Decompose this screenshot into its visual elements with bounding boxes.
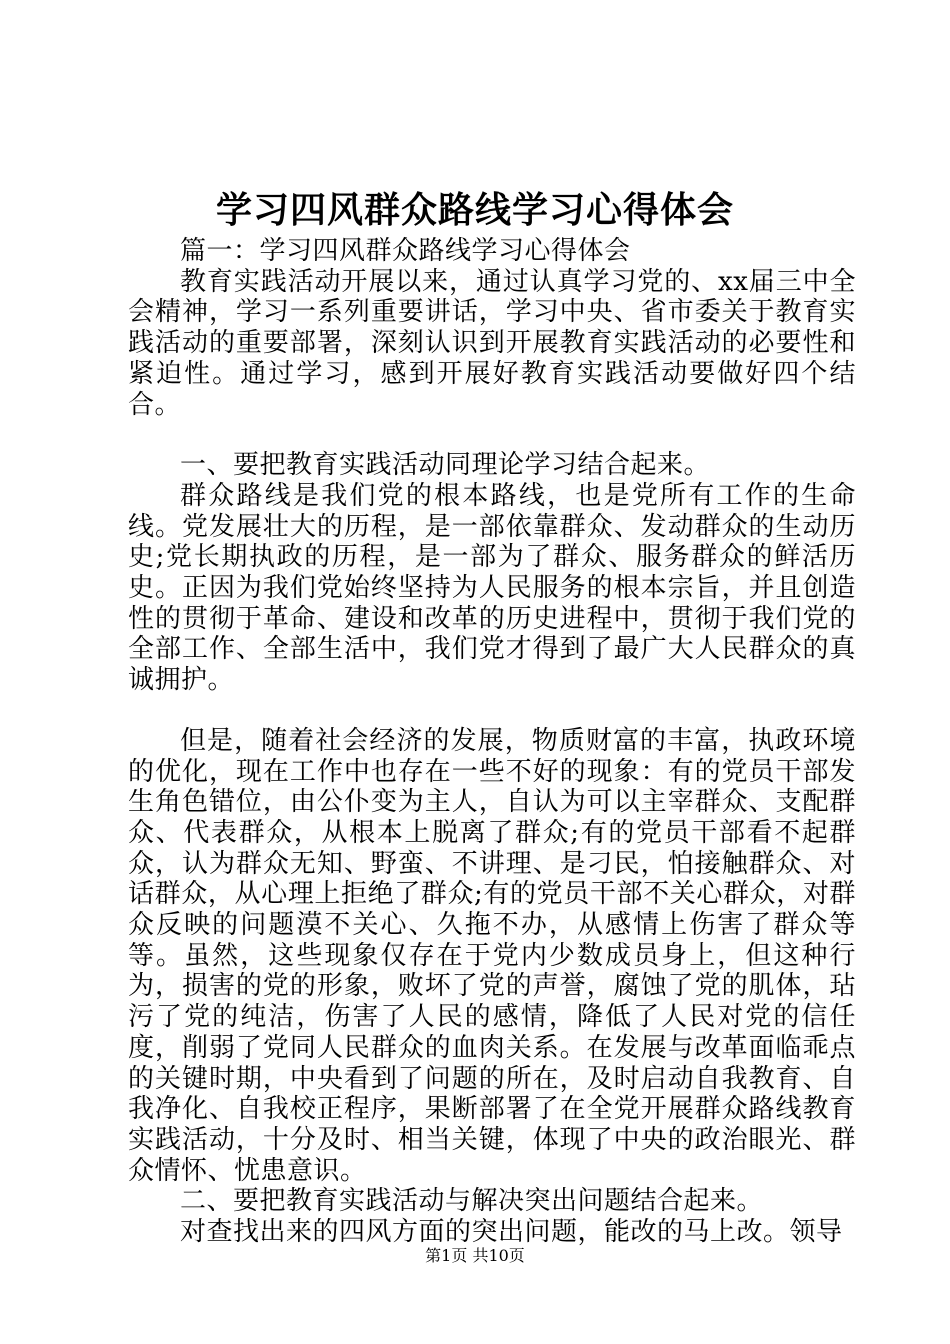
section-heading-1: 一、要把教育实践活动同理论学习结合起来。 bbox=[180, 450, 711, 481]
paragraph-problems: 但是，随着社会经济的发展，物质财富的丰富，执政环境的优化，现在工作中也存在一些不好的现象：有的党员干部发生角色错位，由公仆变为主人，自认为可以主宰群众、支配群众、代表群众，从根本上脱离了群众;有的党员干部看不起群众，认为群众无知、野蛮、不讲理、是刁民，怕接触群众、对话群众，从心理上拒绝了群众;有的党员干部不关心群众，对群众反映的问题漠不关心、久拖不办，从感情上伤害了群众等等。虽然，这些现象仅存在于党内少数成员身上，但这种行为，损害的党的形象，败坏了党的声誉，腐蚀了党的肌体，玷污了党的纯洁，伤害了人民的感情，降低了人民对党的信任度，削弱了党同人民群众的血肉关系。在发展与改革面临乖点的关键时期，中央看到了问题的所在，及时启动自我教育、自我净化、自我校正程序，果断部署了在全党开展群众路线教育实践活动，十分及时、相当关键，体现了中央的政治眼光、群众情怀、忧患意识。 bbox=[128, 725, 856, 1186]
document-body bbox=[128, 236, 856, 1248]
paragraph-spacer bbox=[128, 420, 856, 450]
paragraph-intro: 教育实践活动开展以来，通过认真学习党的、xx届三中全会精神，学习一系列重要讲话，学习中央、省市委关于教育实践活动的重要部署，深刻认识到开展教育实践活动的必要性和紧迫性。通过学习，感到开展好教育实践活动要做好四个结合。 bbox=[128, 266, 856, 420]
document-title: 学习四风群众路线学习心得体会 bbox=[215, 189, 734, 231]
page-number: 第1页 共10页 bbox=[425, 1246, 525, 1265]
paragraph-mass-line: 群众路线是我们党的根本路线，也是党所有工作的生命线。党发展壮大的历程，是一部依靠群众、发动群众的生动历史;党长期执政的历程，是一部为了群众、服务群众的鲜活历史。正因为我们党始终坚持为人民服务的根本宗旨，并且创造性的贯彻于革命、建设和改革的历史进程中，贯彻于我们党的全部工作、全部生活中，我们党才得到了最广大人民群众的真诚拥护。 bbox=[128, 480, 856, 696]
paragraph-subtitle: 篇一：学习四风群众路线学习心得体会 bbox=[180, 236, 631, 266]
section-heading-2: 二、要把教育实践活动与解决突出问题结合起来。 bbox=[180, 1186, 764, 1217]
paragraph-spacer bbox=[128, 696, 856, 726]
paragraph-fix-problems: 对查找出来的四风方面的突出问题，能改的马上改。领导 bbox=[180, 1217, 843, 1248]
